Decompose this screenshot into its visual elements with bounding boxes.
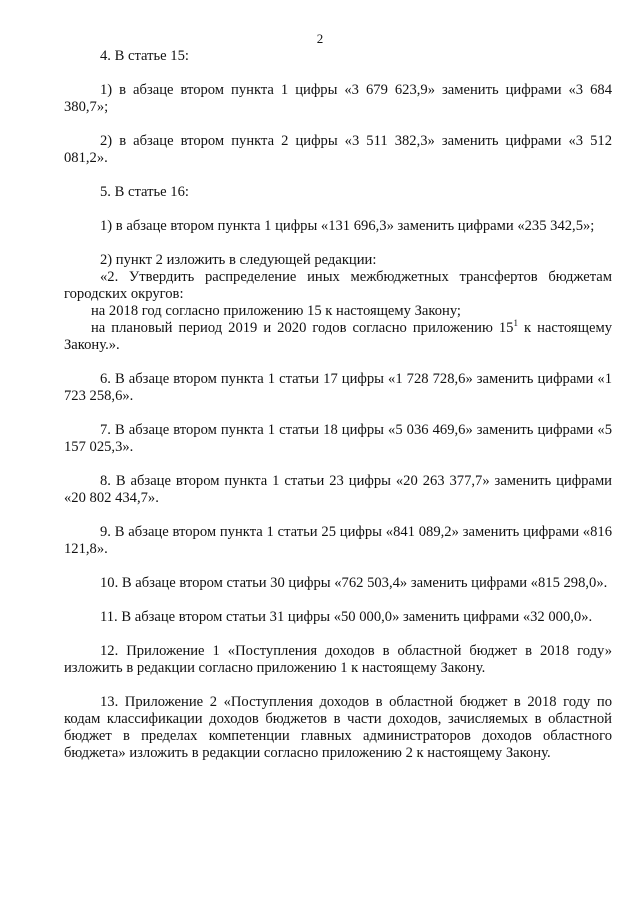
item-11: 11. В абзаце втором статьи 31 цифры «50 000,0» заменить цифрами «32 000,0». [100, 609, 593, 625]
item-5-quote-line-1: на 2018 год согласно приложению 15 к настоящему Закону; [91, 303, 461, 319]
item-5-heading: 5. В статье 16: [100, 184, 189, 200]
page-number: 2 [316, 31, 324, 46]
item-6: 6. В абзаце втором пункта 1 статьи 17 цифры «1 728 728,6» заменить цифрами «1 723 258,6». [64, 371, 612, 404]
item-7: 7. В абзаце втором пункта 1 статьи 18 цифры «5 036 469,6» заменить цифрами «5 157 025,3». [64, 422, 612, 455]
item-5-quote-line-2-end: к настоящему Закону.». [64, 320, 612, 353]
item-4-subitem-2: 2) в абзаце втором пункта 2 цифры «3 511 382,3» заменить цифрами «3 512 081,2». [64, 133, 612, 166]
document-body [64, 48, 612, 762]
item-10: 10. В абзаце втором статьи 30 цифры «762 503,4» заменить цифрами «815 298,0». [100, 575, 608, 591]
item-5-quote-line-2-text: на плановый период 2019 и 2020 годов согласно приложению 15 [91, 320, 514, 336]
item-5-quote-line-2 [64, 320, 612, 354]
item-5-subitem-1: 1) в абзаце втором пункта 1 цифры «131 696,3» заменить цифрами «235 342,5»; [100, 218, 595, 234]
superscript: 1 [513, 318, 518, 329]
item-9: 9. В абзаце втором пункта 1 статьи 25 цифры «841 089,2» заменить цифрами «816 121,8». [64, 524, 612, 557]
item-13: 13. Приложение 2 «Поступления доходов в областной бюджет в 2018 году по кодам классификации доходов бюджетов в части доходов, зачисляемых в областной бюджет в пределах компетенции главных администраторов доходов областного бюджета» изложить в редакции согласно приложению 2 к настоящему Закону. [64, 694, 612, 761]
item-5-subitem-2: 2) пункт 2 изложить в следующей редакции: [100, 252, 377, 268]
item-8: 8. В абзаце втором пункта 1 статьи 23 цифры «20 263 377,7» заменить цифрами «20 802 434,7». [64, 473, 612, 506]
item-4-subitem-1: 1) в абзаце втором пункта 1 цифры «3 679 623,9» заменить цифрами «3 684 380,7»; [64, 82, 612, 115]
item-4-heading: 4. В статье 15: [100, 48, 189, 64]
item-12: 12. Приложение 1 «Поступления доходов в областной бюджет в 2018 году» изложить в редакции согласно приложению 1 к настоящему Закону. [64, 643, 612, 676]
item-5-quote: «2. Утвердить распределение иных межбюджетных трансфертов бюджетам городских округов: [64, 269, 612, 302]
